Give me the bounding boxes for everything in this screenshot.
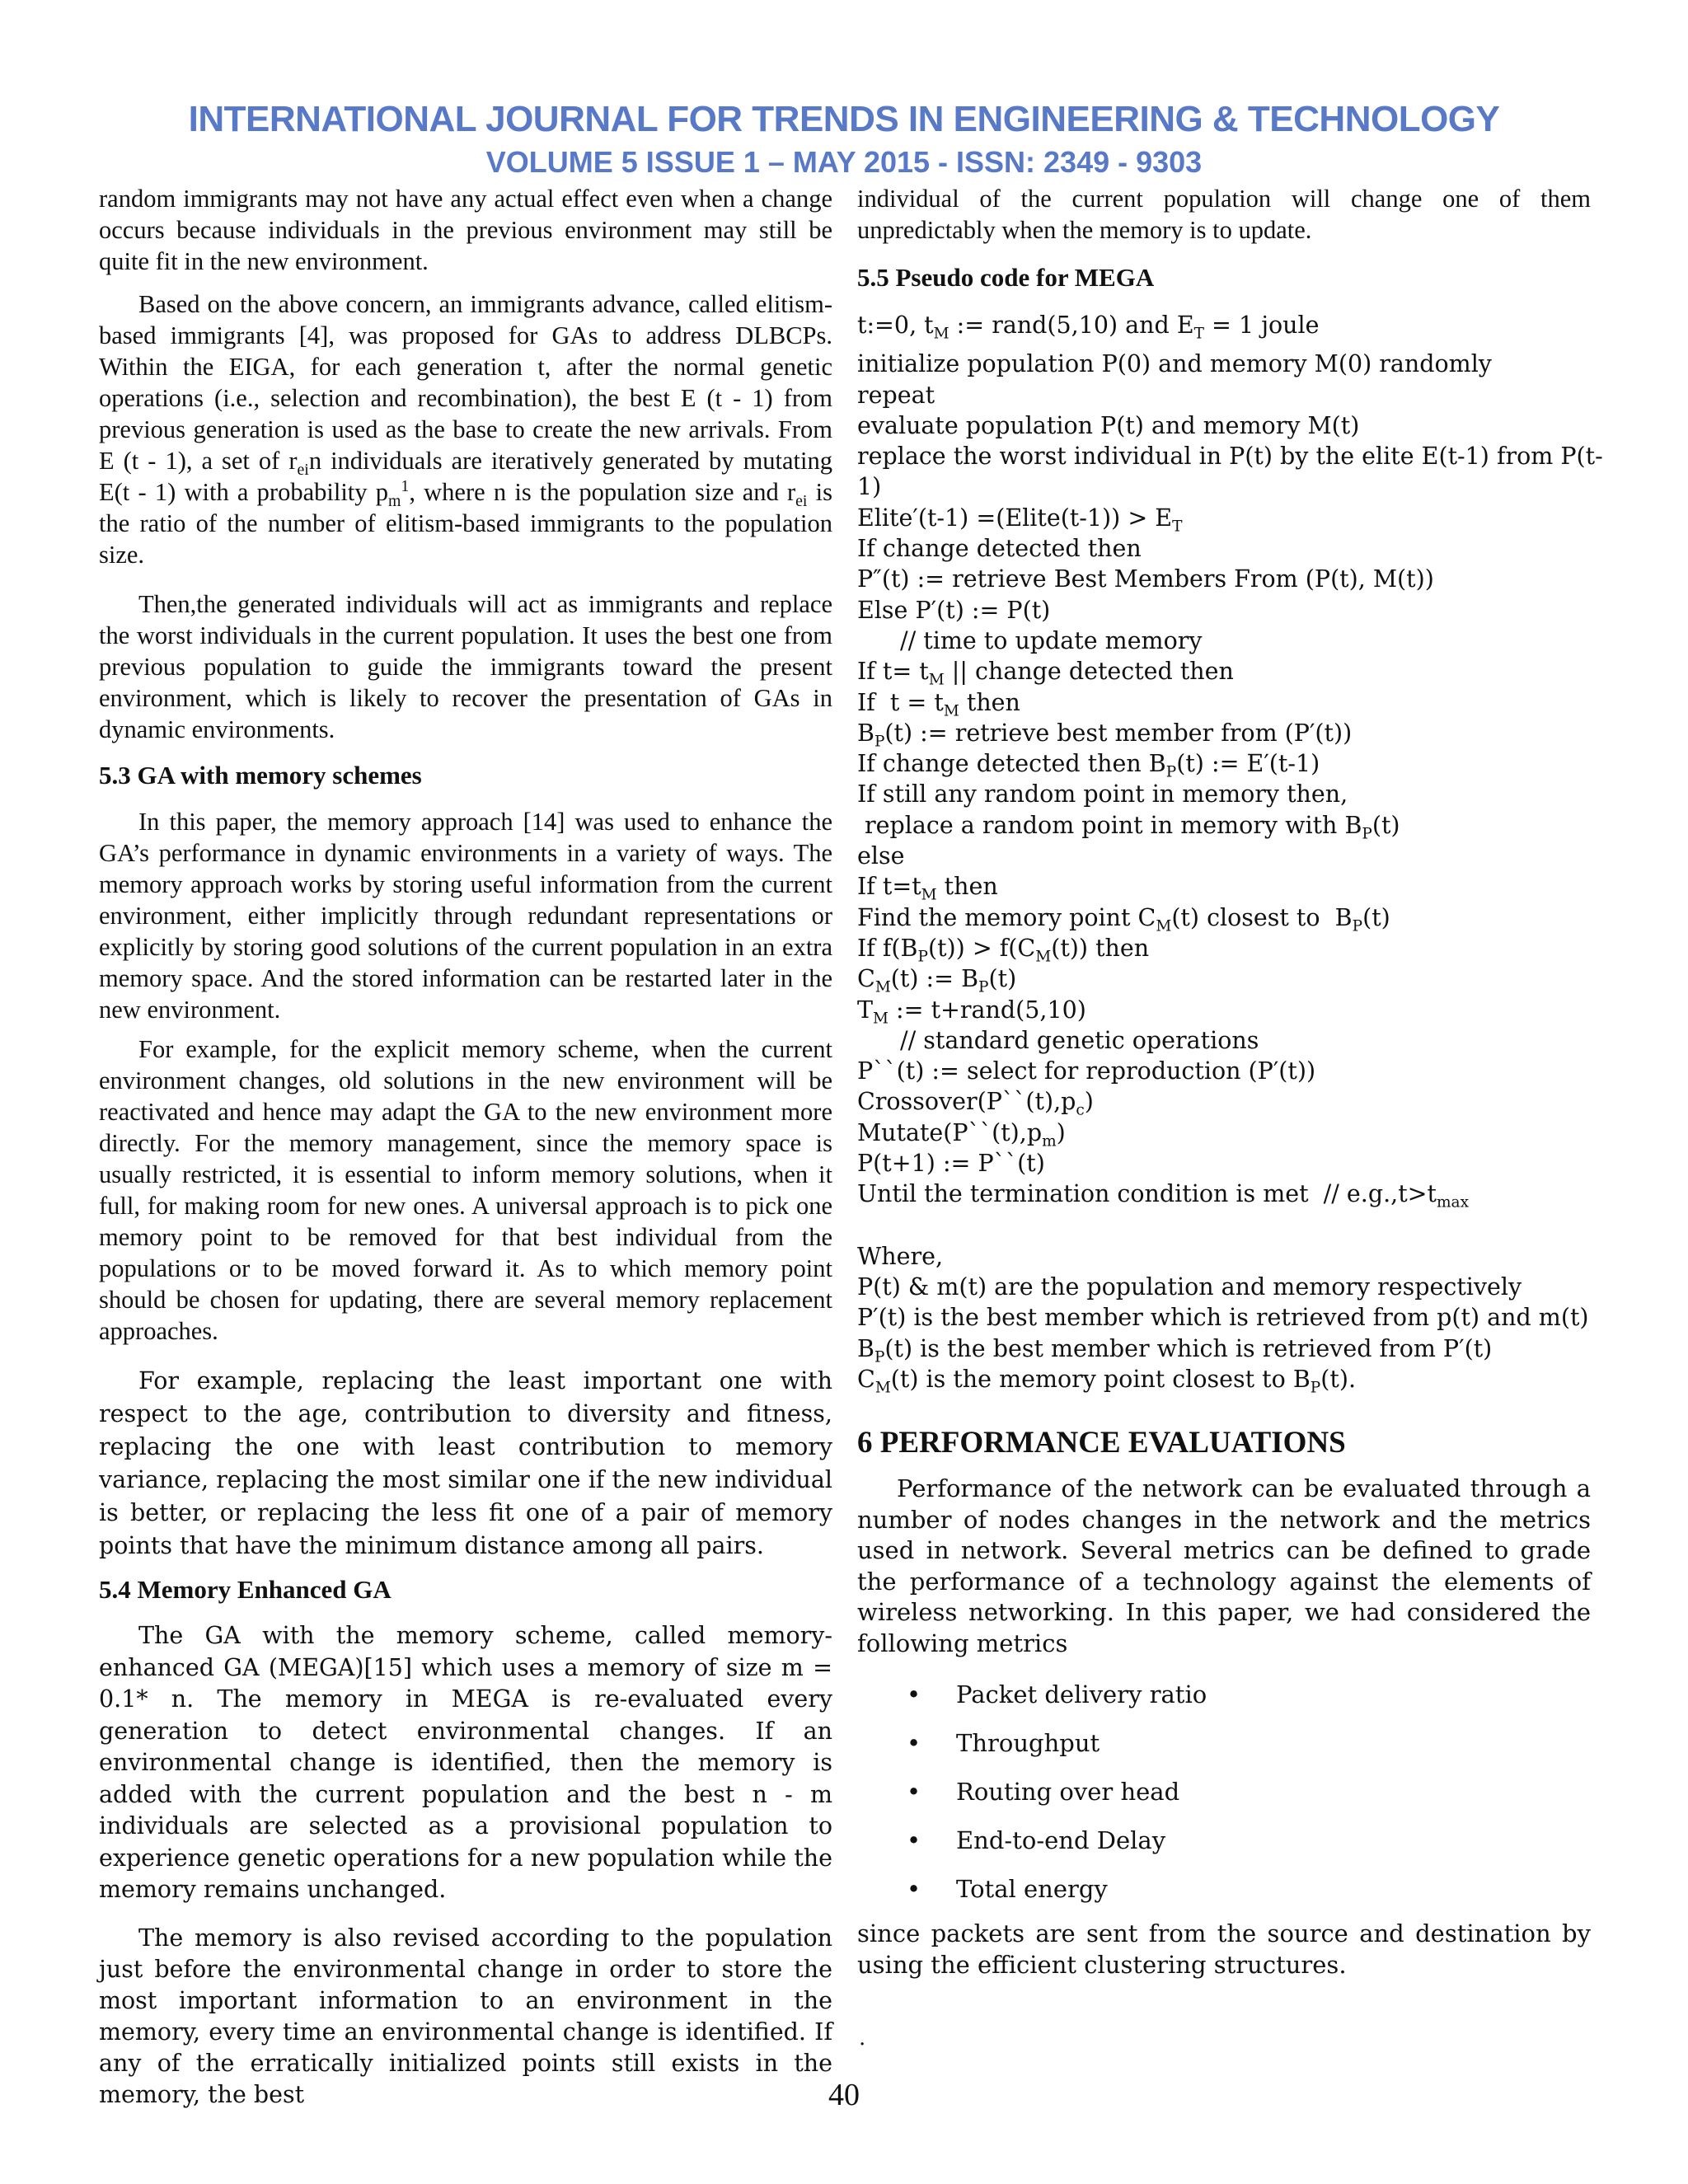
metrics-list <box>857 1679 1591 1905</box>
code-line: // time to update memory <box>900 626 1203 654</box>
journal-issue: VOLUME 5 ISSUE 1 – MAY 2015 - ISSN: 2349 - 9303 <box>485 145 1203 179</box>
code-line: $C_M(t)$ := $B_P(t)$ <box>857 965 1017 996</box>
pseudo-code <box>857 310 1603 1212</box>
paragraph: The GA with the memory scheme, called memory-enhanced GA (MEGA)[15] which uses a memory of size m = 0.1* n. The memory in MEGA is re-evaluated every generation to detect environmental changes. If an environmental change is identified, then the memory is added with the current population and the best n - m individuals are selected as a provisional population to experience genetic operations for a new population while the memory remains unchanged. <box>99 1622 832 1903</box>
where-line: P(t) & m(t) are the population and memory respectively <box>857 1272 1522 1301</box>
code-line: repeat <box>857 381 935 409</box>
code-line: 1) <box>857 473 882 501</box>
code-line: Elite′(t-1) =(Elite(t-1)) > $E_T$ <box>857 504 1183 536</box>
paragraph: Then,the generated individuals will act as immigrants and replace the worst individuals in the current population. It uses the best one from previous population to guide the immigrants toward the present environment, which is likely to recover the presentation of GAs in dynamic environments. <box>99 590 832 743</box>
code-line: P(t+1) := P``(t) <box>857 1150 1045 1178</box>
paragraph: In this paper, the memory approach [14] was used to enhance the GA’s performance in dynamic environments in a variety of ways. The memory approach works by storing useful information from the current environment, either implicitly through redundant representations or explicitly by storing good solutions of the current population in an extra memory space. And the stored information can be restarted later in the new environment. <box>99 808 832 1024</box>
paragraph: random immigrants may not have any actual effect even when a change occurs because individuals in the previous environment may still be quite fit in the new environment. <box>99 185 832 275</box>
paragraph: Performance of the network can be evaluated through a number of nodes changes in the network and the metrics used in network. Several metrics can be defined to grade the performance of a technology against the elements of wireless networking. In this paper, we had considered the following metrics <box>857 1474 1591 1657</box>
code-line: If $t=t_M$ then <box>857 873 998 905</box>
journal-header <box>0 97 1688 183</box>
code-line: If $t = t_M$ then <box>857 688 1020 720</box>
code-line: $Crossover(P``(t),p_c)$ <box>857 1088 1094 1120</box>
paragraph: individual of the current population will change one of them unpredictably when the memory is to update. <box>857 185 1591 244</box>
code-line: Until the termination condition is met // $e.g.,t>t_{max}$ <box>857 1180 1470 1212</box>
code-line: $T_M$ := t+rand(5,10) <box>857 996 1086 1028</box>
paragraph-elitism: Based on the above concern, an immigrants advance, called elitism-based immigrants [4], was proposed for GAs to address DLBCPs. Within the EIGA, for each generation t, after the normal genetic operations (i.e., selection and recombination), the best E (t - 1) from previous generation is used as the base to create the new arrivals. From E (t - 1), a set of $r_{ei}n$ individuals are iteratively generated by mutating E(t - 1) with a probability $p_m^1$, where n is the population size and $r_{ei}$ is the ratio of the number of elitism-based immigrants to the population size. <box>99 290 832 569</box>
left-column <box>99 183 832 2111</box>
code-line: Find the memory point $C_M(t)$ closest to $B_P(t)$ <box>857 903 1390 935</box>
code-line: P``(t) := select for reproduction (P′(t)) <box>857 1057 1316 1085</box>
list-item: • End-to-end Delay <box>907 1826 1166 1855</box>
page-number: 40 <box>828 2078 860 2112</box>
code-line: evaluate population P(t) and memory M(t) <box>857 411 1360 439</box>
code-line: $Mutate(P``(t),p_m)$ <box>857 1118 1066 1151</box>
where-line: Where, <box>857 1242 944 1270</box>
code-line: replace a random point in memory with $B_P(t)$ <box>857 811 1400 843</box>
right-column <box>857 183 1603 1980</box>
list-item: • Throughput <box>907 1729 1100 1758</box>
where-line: P′(t) is the best member which is retrieved from p(t) and m(t) <box>857 1304 1589 1332</box>
section-heading-5-4: 5.4 Memory Enhanced GA <box>99 1575 392 1604</box>
where-line: $B_P(t)$ is the best member which is retrieved from P′(t) <box>857 1334 1493 1366</box>
code-line: replace the worst individual in P(t) by the elite E(t-1) from P(t- <box>857 443 1603 471</box>
paragraph: For example, replacing the least important one with respect to the age, contribution to diversity and fitness, replacing the one with least contribution to memory variance, replacing the most similar one if the new individual is better, or replacing the less fit one of a pair of memory points that have the minimum distance among all pairs. <box>99 1367 832 1559</box>
code-line: else <box>857 842 905 870</box>
journal-title: INTERNATIONAL JOURNAL FOR TRENDS IN ENGINEERING & TECHNOLOGY <box>188 99 1500 139</box>
paragraph: The memory is also revised according to the population just before the environmental change in order to store the most important information to an environment in the memory, every time an environmental change is identified. If any of the erratically initialized points still exists in the memory, the best <box>99 1924 832 2108</box>
where-block <box>857 1241 1591 1397</box>
paragraph: For example, for the explicit memory scheme, when the current environment changes, old solutions in the new environment will be reactivated and hence may adapt the GA to the new environment more directly. For the memory management, since the memory space is usually restricted, it is essential to inform memory solutions, when it full, for making room for new ones. A universal approach is to pick one memory point to be removed for that best individual from the populations or to be moved forward it. As to which memory point should be chosen for updating, there are several memory replacement approaches. <box>99 1035 832 1345</box>
code-line: // standard genetic operations <box>900 1026 1259 1054</box>
list-item: • Packet delivery ratio <box>907 1680 1207 1709</box>
code-line: P″(t) := retrieve Best Members From (P(t), M(t)) <box>857 565 1434 593</box>
code-line: Else P′(t) := P(t) <box>857 596 1051 624</box>
paragraph: since packets are sent from the source and destination by using the efficient clustering structures. <box>857 1919 1591 1979</box>
code-line: If change detected then <box>857 535 1142 563</box>
code-line: t:=0, $t_M$ := rand(5,10) and $E_T = 1$ joule <box>857 312 1320 343</box>
code-line: If $f(B_P(t)) > f(C_M(t))$ then <box>857 934 1150 966</box>
code-line: If still any random point in memory then, <box>857 780 1348 808</box>
where-line: $C_M(t)$ is the memory point closest to $B_P(t)$. <box>857 1365 1357 1397</box>
list-item: • Total energy <box>907 1875 1108 1904</box>
code-line: initialize population P(0) and memory M(0) randomly <box>857 350 1492 378</box>
section-heading-6: 6 PERFORMANCE EVALUATIONS <box>857 1426 1346 1460</box>
section-heading-5-5: 5.5 Pseudo code for MEGA <box>857 263 1155 292</box>
code-line: $B_P(t)$ := retrieve best member from (P′(t)) <box>857 719 1353 751</box>
section-heading-5-3: 5.3 GA with memory schemes <box>99 761 422 790</box>
stray-dot: . <box>859 2026 866 2050</box>
code-line: If change detected then $B_P(t)$ := E′(t-1) <box>857 750 1320 781</box>
list-item: • Routing over head <box>907 1778 1180 1807</box>
code-line: If $t= t_M$ || change detected then <box>857 658 1234 689</box>
